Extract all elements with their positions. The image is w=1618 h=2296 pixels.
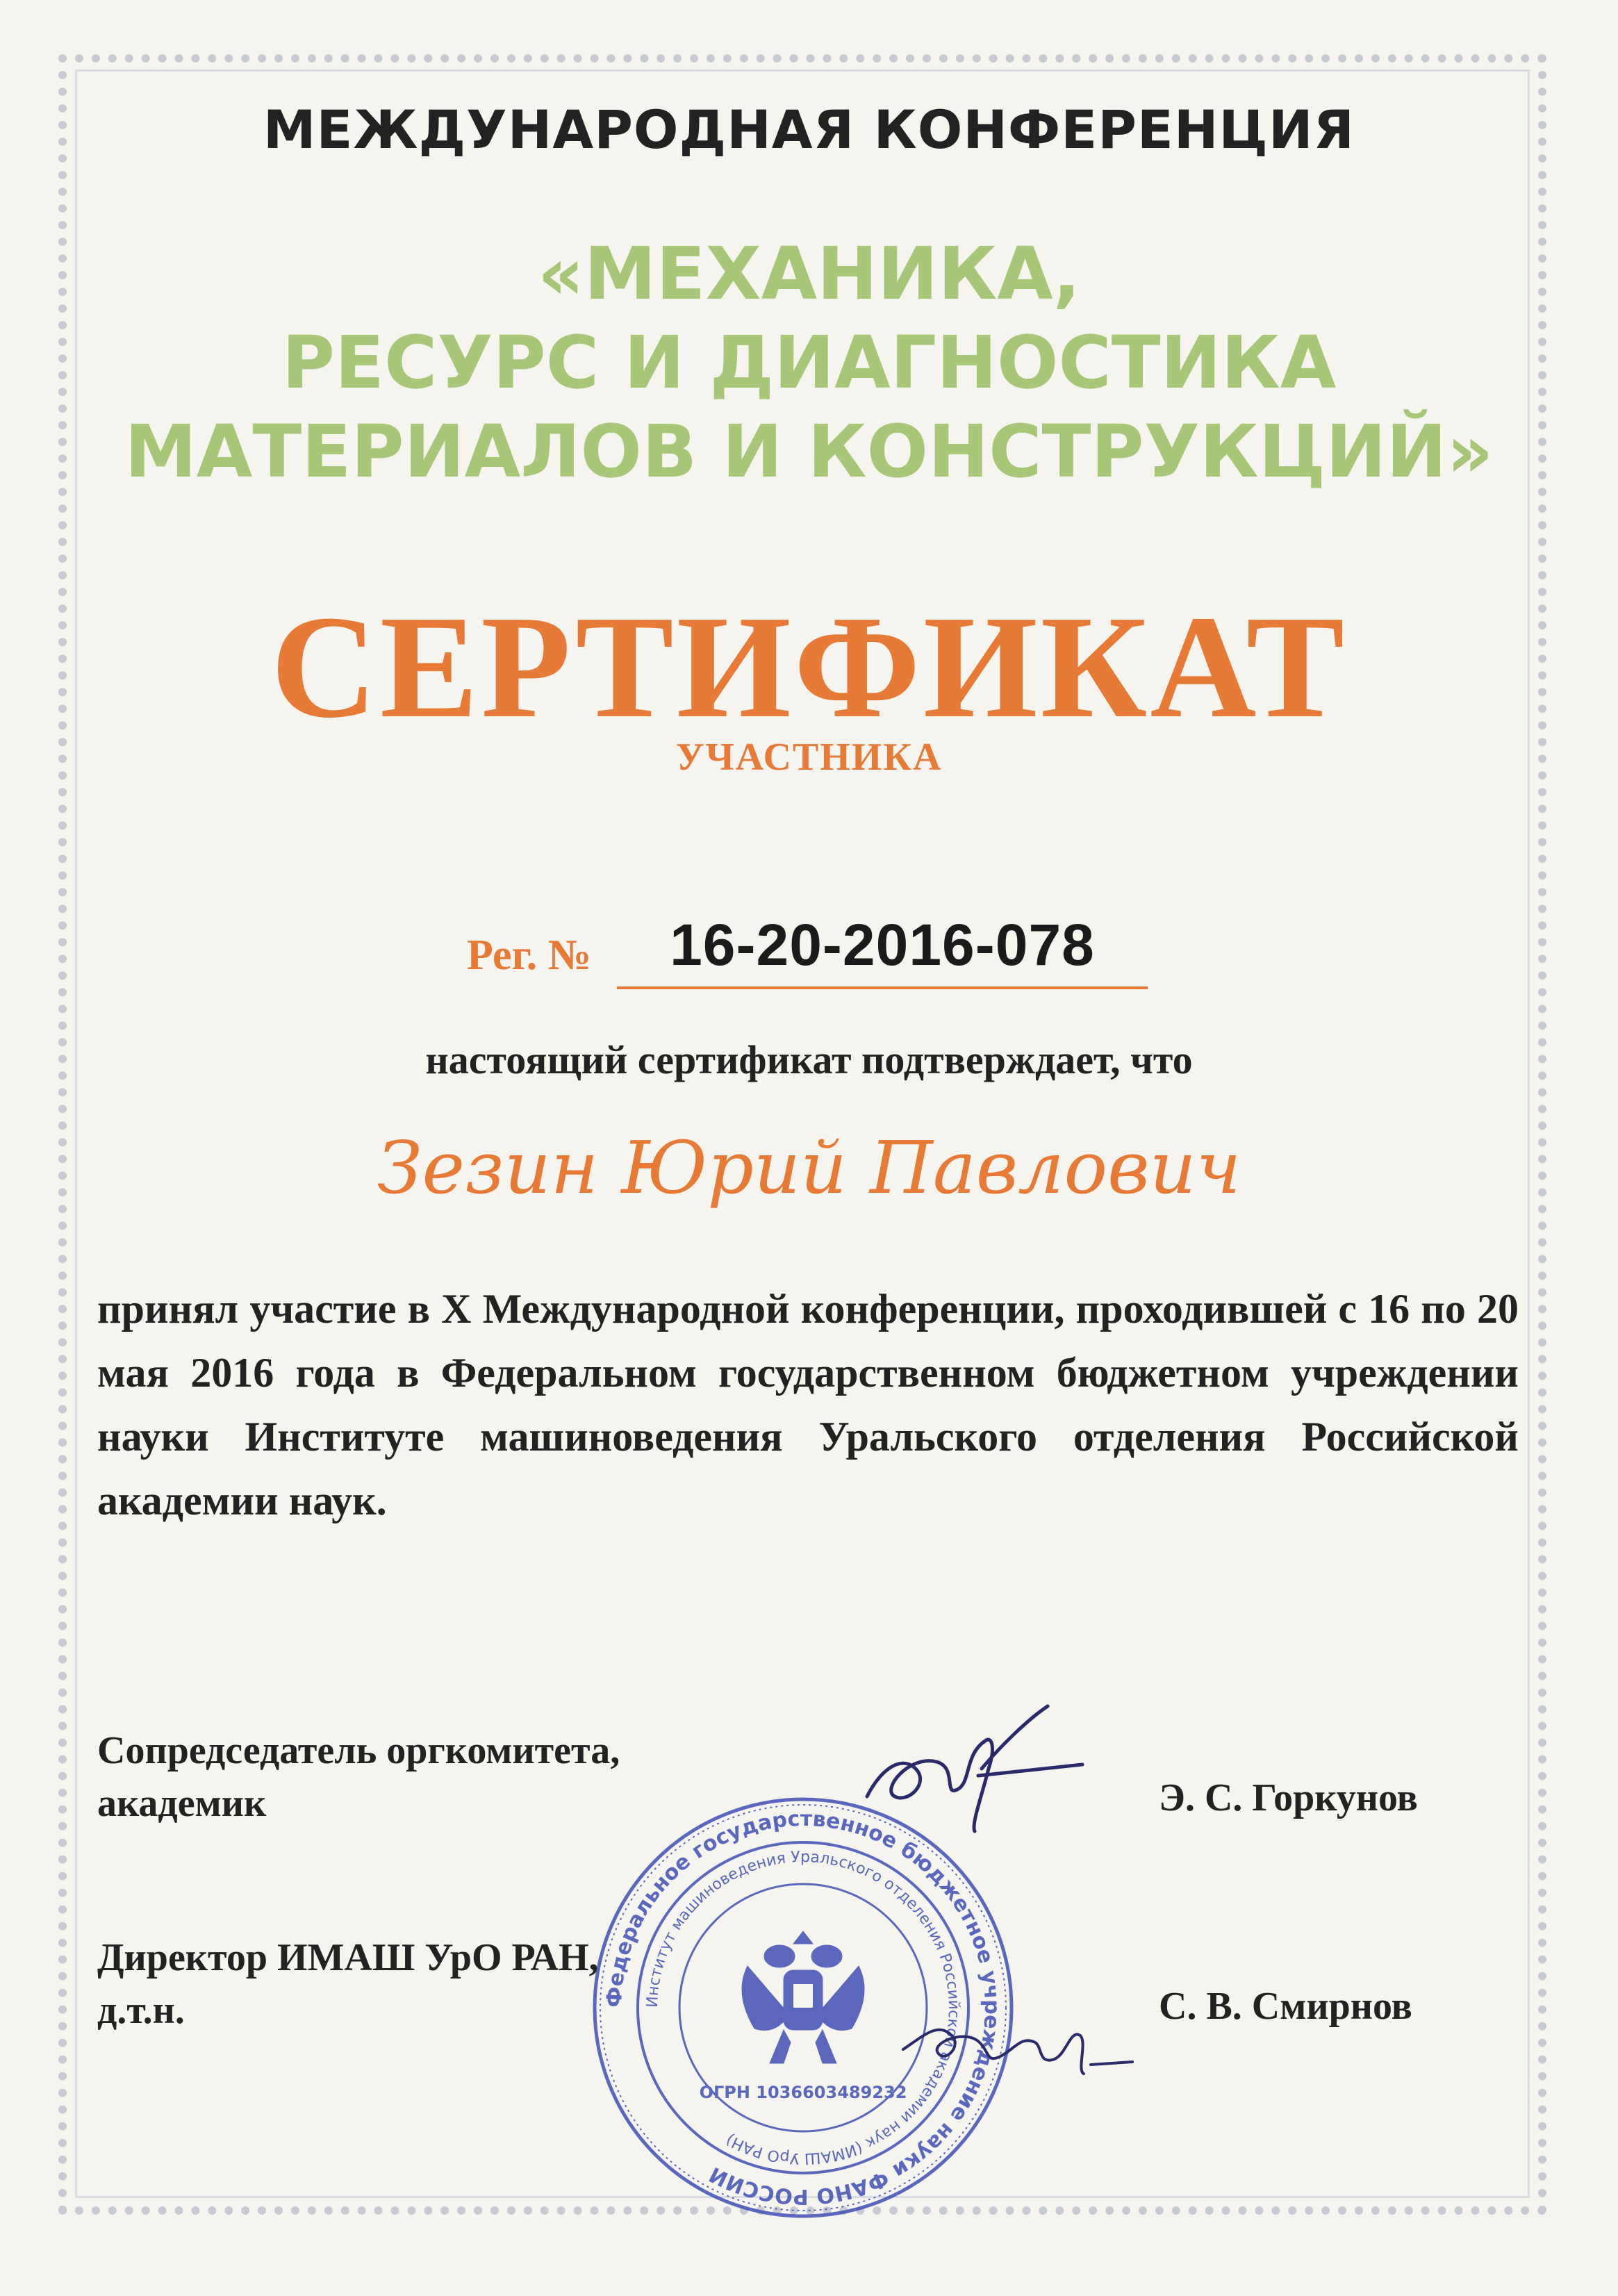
conference-title [0,229,1618,496]
registration-label: Рег. № [467,932,592,979]
conference-label: МЕЖДУНАРОДНАЯ КОНФЕРЕНЦИЯ [263,99,1355,160]
registration-underline [617,986,1148,989]
participation-text: принял участие в X Международной конференции, проходившей с 16 по 20 мая 2016 года в Федеральном государственном бюджетном учреждении науки Институте машиноведения Уральского отделения Российской академии наук. [97,1286,1519,1523]
conference-title-line: РЕСУРС И ДИАГНОСТИКА [281,320,1337,405]
signature-1 [853,1692,1089,1838]
signatory-1-role [97,1724,620,1830]
signatory-2-role-line: Директор ИМАШ УрО РАН, [97,1936,599,1979]
certificate-subtitle: УЧАСТНИКА [675,736,943,779]
signatory-2-name: С. В. Смирнов [1159,1985,1412,2028]
signatory-2-role [97,1931,599,2037]
stamp-inner-textpath: Институт машиноведения Уральского отделения Российской академии наук (ИМАШ УрО РАН) [643,1848,963,2167]
certificate-title: СЕРТИФИКАТ [270,585,1348,748]
registration-number: 16-20-2016-078 [670,912,1095,977]
signatory-1-role-line: академик [97,1782,267,1825]
conference-title-line: «МЕХАНИКА, [537,231,1081,316]
confirmation-text: настоящий сертификат подтверждает, что [425,1037,1193,1082]
signature-2 [889,1987,1139,2098]
signatory-1-role-line: Сопредседатель оргкомитета, [97,1729,620,1772]
signatory-1-name: Э. С. Горкунов [1159,1776,1418,1819]
stamp-ogrn: ОГРН 1036603489232 [699,2083,907,2102]
participant-name: Зезин Юрий Павлович [377,1125,1241,1210]
signatory-2-role-line: д.т.н. [97,1989,185,2032]
eagle-emblem-icon [742,1931,864,2063]
conference-title-line: МАТЕРИАЛОВ И КОНСТРУКЦИЙ» [124,409,1494,494]
stamp-outer-textpath: Федеральное государственное бюджетное учреждение науки ФАНО РОССИИ [602,1806,1005,2209]
